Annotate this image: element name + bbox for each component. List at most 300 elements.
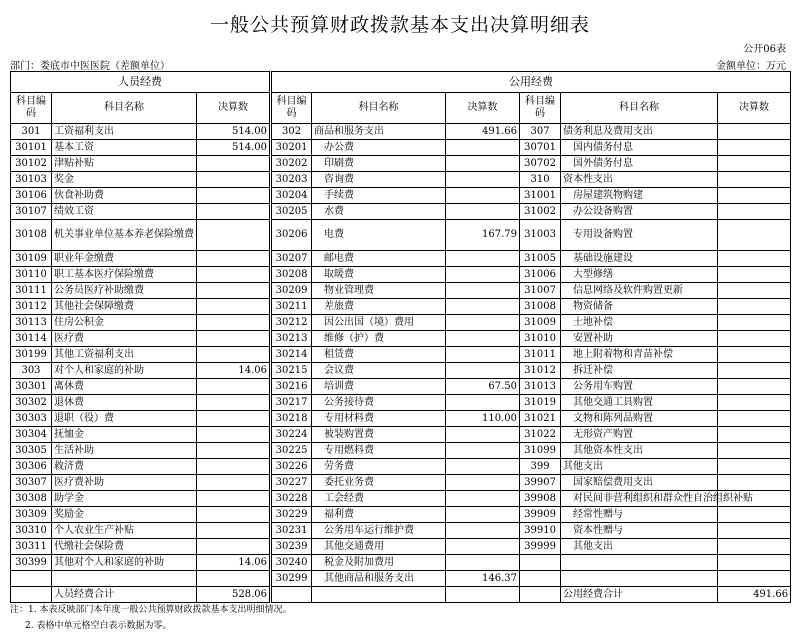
cell-name: 税金及附加费用 xyxy=(312,555,446,571)
cell-code: 30203 xyxy=(271,172,312,188)
group-header-row xyxy=(11,72,791,93)
cell-amount xyxy=(446,299,520,315)
cell-amount xyxy=(446,363,520,379)
cell-amount: 14.06 xyxy=(197,555,271,571)
footnote-1: 注：1. 本表反映部门本年度一般公共预算财政拨款基本支出明细情况。 xyxy=(10,605,292,615)
cell-amount: 514.00 xyxy=(197,140,271,156)
table-row xyxy=(11,507,791,523)
col-header-name: 科目名称 xyxy=(52,93,197,124)
cell-code: 302 xyxy=(271,124,312,140)
cell-code: 39908 xyxy=(520,491,561,507)
cell-amount xyxy=(446,251,520,267)
cell-amount xyxy=(446,587,520,603)
cell-name: 差旅费 xyxy=(312,299,446,315)
table-row xyxy=(11,220,791,251)
cell-name: 安置补助 xyxy=(561,331,718,347)
cell-name xyxy=(52,571,197,587)
department-label: 部门：娄底市中医医院（差额单位） xyxy=(10,61,170,72)
cell-name: 国外债务付息 xyxy=(561,156,718,172)
cell-amount xyxy=(446,204,520,220)
cell-code: 30110 xyxy=(11,267,52,283)
cell-amount: 14.06 xyxy=(197,363,271,379)
cell-code: 31005 xyxy=(520,251,561,267)
cell-name: 其他交通费用 xyxy=(312,539,446,555)
public-total-amount: 491.66 xyxy=(718,587,791,603)
col-header-name: 科目名称 xyxy=(312,93,446,124)
cell-amount xyxy=(197,156,271,172)
cell-code: 30302 xyxy=(11,395,52,411)
cell-code: 307 xyxy=(520,124,561,140)
cell-code: 30228 xyxy=(271,491,312,507)
cell-amount xyxy=(446,172,520,188)
cell-amount xyxy=(718,315,791,331)
cell-code: 30231 xyxy=(271,523,312,539)
table-row xyxy=(11,555,791,571)
cell-amount: 167.79 xyxy=(446,220,520,251)
cell-code: 30211 xyxy=(271,299,312,315)
cell-name: 机关事业单位基本养老保险缴费 xyxy=(52,220,197,251)
cell-code: 31010 xyxy=(520,331,561,347)
table-row xyxy=(11,188,791,204)
cell-amount xyxy=(197,331,271,347)
cell-code: 39910 xyxy=(520,523,561,539)
cell-code: 30240 xyxy=(271,555,312,571)
cell-code: 30113 xyxy=(11,315,52,331)
cell-name: 培训费 xyxy=(312,379,446,395)
footnote-2: 2. 表格中单元格空白表示数据为零。 xyxy=(25,621,172,631)
cell-name: 手续费 xyxy=(312,188,446,204)
cell-code: 30306 xyxy=(11,459,52,475)
cell-amount: 67.50 xyxy=(446,379,520,395)
cell-amount xyxy=(718,443,791,459)
cell-code: 30205 xyxy=(271,204,312,220)
cell-name: 公务用车购置 xyxy=(561,379,718,395)
cell-name: 专用设备购置 xyxy=(561,220,718,251)
cell-name: 邮电费 xyxy=(312,251,446,267)
cell-name: 工会经费 xyxy=(312,491,446,507)
cell-code: 30111 xyxy=(11,283,52,299)
table-row xyxy=(11,571,791,587)
cell-amount xyxy=(446,267,520,283)
cell-code xyxy=(520,571,561,587)
cell-name xyxy=(312,587,446,603)
cell-name: 离休费 xyxy=(52,379,197,395)
cell-name: 奖励金 xyxy=(52,507,197,523)
cell-code: 31022 xyxy=(520,427,561,443)
cell-code: 30107 xyxy=(11,204,52,220)
cell-code: 31006 xyxy=(520,267,561,283)
cell-amount xyxy=(197,395,271,411)
table-row xyxy=(11,539,791,555)
cell-code: 30106 xyxy=(11,188,52,204)
cell-code: 30103 xyxy=(11,172,52,188)
cell-code xyxy=(520,555,561,571)
cell-code xyxy=(11,587,52,603)
cell-amount xyxy=(718,251,791,267)
cell-code: 30101 xyxy=(11,140,52,156)
cell-amount xyxy=(446,459,520,475)
table-row xyxy=(11,140,791,156)
cell-name: 会议费 xyxy=(312,363,446,379)
cell-code: 30308 xyxy=(11,491,52,507)
cell-name: 土地补偿 xyxy=(561,315,718,331)
cell-name: 委托业务费 xyxy=(312,475,446,491)
cell-code: 30209 xyxy=(271,283,312,299)
cell-amount xyxy=(446,475,520,491)
cell-name: 资本性赠与 xyxy=(561,523,718,539)
cell-code: 310 xyxy=(520,172,561,188)
cell-code: 30305 xyxy=(11,443,52,459)
cell-name: 公务用车运行维护费 xyxy=(312,523,446,539)
cell-amount xyxy=(718,539,791,555)
cell-amount xyxy=(197,347,271,363)
cell-code: 30108 xyxy=(11,220,52,251)
cell-amount xyxy=(446,140,520,156)
cell-code: 30224 xyxy=(271,427,312,443)
personnel-total-label: 人员经费合计 xyxy=(52,587,197,603)
cell-amount xyxy=(718,347,791,363)
cell-name: 对个人和家庭的补助 xyxy=(52,363,197,379)
cell-name: 信息网络及软件购置更新 xyxy=(561,283,718,299)
cell-name: 个人农业生产补贴 xyxy=(52,523,197,539)
cell-code: 30204 xyxy=(271,188,312,204)
cell-name: 医疗费补助 xyxy=(52,475,197,491)
cell-code: 30217 xyxy=(271,395,312,411)
cell-name: 拆迁补偿 xyxy=(561,363,718,379)
cell-code: 30303 xyxy=(11,411,52,427)
group-header-public: 公用经费 xyxy=(271,72,791,93)
cell-amount xyxy=(718,427,791,443)
cell-name: 经常性赠与 xyxy=(561,507,718,523)
cell-amount xyxy=(197,443,271,459)
table-row xyxy=(11,363,791,379)
cell-code: 30239 xyxy=(271,539,312,555)
public-total-label: 公用经费合计 xyxy=(561,587,718,603)
cell-name: 债务利息及费用支出 xyxy=(561,124,718,140)
page-title: 一般公共预算财政拨款基本支出决算明细表 xyxy=(209,14,590,36)
cell-amount xyxy=(718,299,791,315)
cell-code xyxy=(11,571,52,587)
cell-name: 无形资产购置 xyxy=(561,427,718,443)
cell-name xyxy=(561,571,718,587)
cell-code: 30208 xyxy=(271,267,312,283)
cell-amount xyxy=(197,315,271,331)
cell-name: 奖金 xyxy=(52,172,197,188)
cell-amount xyxy=(197,172,271,188)
cell-amount xyxy=(718,283,791,299)
cell-name: 助学金 xyxy=(52,491,197,507)
cell-name: 其他对个人和家庭的补助 xyxy=(52,555,197,571)
table-row xyxy=(11,156,791,172)
cell-code: 30215 xyxy=(271,363,312,379)
cell-code: 30309 xyxy=(11,507,52,523)
cell-name: 专用燃料费 xyxy=(312,443,446,459)
cell-name: 基本工资 xyxy=(52,140,197,156)
col-header-name: 科目名称 xyxy=(561,93,718,124)
cell-code: 31011 xyxy=(520,347,561,363)
cell-amount xyxy=(446,539,520,555)
cell-amount xyxy=(718,475,791,491)
table-row xyxy=(11,124,791,140)
cell-name: 国内债务付息 xyxy=(561,140,718,156)
cell-amount xyxy=(446,188,520,204)
cell-code: 30299 xyxy=(271,571,312,587)
cell-name: 物业管理费 xyxy=(312,283,446,299)
amount-unit-label: 金额单位：万元 xyxy=(716,61,786,72)
cell-code: 39907 xyxy=(520,475,561,491)
col-header-amount: 决算数 xyxy=(446,93,520,124)
cell-amount: 146.37 xyxy=(446,571,520,587)
cell-name: 大型修缮 xyxy=(561,267,718,283)
cell-name: 其他支出 xyxy=(561,459,718,475)
cell-name: 公务接待费 xyxy=(312,395,446,411)
column-header-row xyxy=(11,93,791,124)
cell-name: 被装购置费 xyxy=(312,427,446,443)
cell-code: 30214 xyxy=(271,347,312,363)
table-row xyxy=(11,251,791,267)
cell-amount xyxy=(197,571,271,587)
cell-amount xyxy=(197,299,271,315)
table-row xyxy=(11,172,791,188)
cell-code: 31013 xyxy=(520,379,561,395)
cell-code xyxy=(271,587,312,603)
footnotes xyxy=(10,602,291,634)
cell-name: 生活补助 xyxy=(52,443,197,459)
cell-code: 31003 xyxy=(520,220,561,251)
cell-name: 资本性支出 xyxy=(561,172,718,188)
cell-name: 商品和服务支出 xyxy=(312,124,446,140)
cell-name: 文物和陈列品购置 xyxy=(561,411,718,427)
col-header-code: 科目编码 xyxy=(520,93,561,124)
cell-amount xyxy=(718,363,791,379)
cell-code: 30199 xyxy=(11,347,52,363)
cell-code: 30102 xyxy=(11,156,52,172)
cell-amount xyxy=(197,523,271,539)
cell-name: 电费 xyxy=(312,220,446,251)
cell-code: 30114 xyxy=(11,331,52,347)
cell-amount xyxy=(718,571,791,587)
cell-amount: 491.66 xyxy=(446,124,520,140)
cell-name: 代缴社会保险费 xyxy=(52,539,197,555)
cell-name: 其他商品和服务支出 xyxy=(312,571,446,587)
cell-name: 抚恤金 xyxy=(52,427,197,443)
cell-name: 咨询费 xyxy=(312,172,446,188)
cell-amount xyxy=(718,459,791,475)
cell-amount xyxy=(446,283,520,299)
cell-amount xyxy=(197,283,271,299)
cell-name: 国家赔偿费用支出 xyxy=(561,475,718,491)
cell-name: 医疗费 xyxy=(52,331,197,347)
table-row xyxy=(11,411,791,427)
cell-amount xyxy=(446,443,520,459)
cell-amount xyxy=(718,331,791,347)
cell-code: 31099 xyxy=(520,443,561,459)
cell-amount xyxy=(197,379,271,395)
cell-amount xyxy=(718,411,791,427)
cell-amount xyxy=(446,331,520,347)
cell-amount xyxy=(718,555,791,571)
cell-amount xyxy=(197,251,271,267)
cell-code: 30307 xyxy=(11,475,52,491)
cell-name: 基础设施建设 xyxy=(561,251,718,267)
cell-code: 30701 xyxy=(520,140,561,156)
table-row xyxy=(11,267,791,283)
col-header-code: 科目编码 xyxy=(11,93,52,124)
cell-name: 退职（役）费 xyxy=(52,411,197,427)
cell-name: 绩效工资 xyxy=(52,204,197,220)
cell-code: 31007 xyxy=(520,283,561,299)
cell-name: 津贴补贴 xyxy=(52,156,197,172)
cell-amount xyxy=(718,156,791,172)
cell-name: 专用材料费 xyxy=(312,411,446,427)
cell-code: 30201 xyxy=(271,140,312,156)
cell-amount xyxy=(197,188,271,204)
cell-amount xyxy=(718,204,791,220)
table-row xyxy=(11,204,791,220)
cell-amount xyxy=(718,172,791,188)
cell-amount xyxy=(197,475,271,491)
cell-name: 对民间非营利组织和群众性自治组织补贴 xyxy=(561,491,718,507)
cell-name: 住房公积金 xyxy=(52,315,197,331)
cell-amount xyxy=(718,395,791,411)
cell-name: 退休费 xyxy=(52,395,197,411)
cell-code: 30301 xyxy=(11,379,52,395)
personnel-total-amount: 528.06 xyxy=(197,587,271,603)
cell-name: 办公设备购置 xyxy=(561,204,718,220)
cell-name: 房屋建筑物购建 xyxy=(561,188,718,204)
cell-code: 30225 xyxy=(271,443,312,459)
cell-amount xyxy=(197,539,271,555)
col-header-amount: 决算数 xyxy=(718,93,791,124)
cell-amount xyxy=(197,411,271,427)
cell-amount xyxy=(446,491,520,507)
cell-code: 39909 xyxy=(520,507,561,523)
cell-amount xyxy=(718,379,791,395)
col-header-code: 科目编码 xyxy=(271,93,312,124)
table-row xyxy=(11,283,791,299)
cell-name: 职业年金缴费 xyxy=(52,251,197,267)
cell-name: 地上附着物和青苗补偿 xyxy=(561,347,718,363)
totals-row xyxy=(11,587,791,603)
cell-code: 30226 xyxy=(271,459,312,475)
col-header-amount: 决算数 xyxy=(197,93,271,124)
cell-code: 31008 xyxy=(520,299,561,315)
cell-name: 物资储备 xyxy=(561,299,718,315)
cell-name: 工资福利支出 xyxy=(52,124,197,140)
cell-code: 301 xyxy=(11,124,52,140)
cell-code: 31012 xyxy=(520,363,561,379)
cell-code xyxy=(520,587,561,603)
cell-amount xyxy=(446,555,520,571)
cell-name: 伙食补助费 xyxy=(52,188,197,204)
cell-code: 30702 xyxy=(520,156,561,172)
cell-amount xyxy=(197,267,271,283)
table-row xyxy=(11,427,791,443)
cell-name: 其他工资福利支出 xyxy=(52,347,197,363)
cell-amount xyxy=(446,395,520,411)
cell-amount xyxy=(197,507,271,523)
cell-name: 租赁费 xyxy=(312,347,446,363)
cell-amount: 514.00 xyxy=(197,124,271,140)
cell-code: 31019 xyxy=(520,395,561,411)
table-row xyxy=(11,459,791,475)
cell-amount xyxy=(446,347,520,363)
table-row xyxy=(11,475,791,491)
cell-name: 取暖费 xyxy=(312,267,446,283)
cell-code: 30304 xyxy=(11,427,52,443)
cell-code: 31021 xyxy=(520,411,561,427)
cell-code: 30112 xyxy=(11,299,52,315)
table-row xyxy=(11,523,791,539)
cell-name: 公务员医疗补助缴费 xyxy=(52,283,197,299)
cell-code: 30310 xyxy=(11,523,52,539)
cell-amount xyxy=(718,140,791,156)
cell-code: 30206 xyxy=(271,220,312,251)
cell-code: 399 xyxy=(520,459,561,475)
cell-amount xyxy=(197,459,271,475)
cell-name: 维修（护）费 xyxy=(312,331,446,347)
cell-amount xyxy=(197,491,271,507)
cell-amount xyxy=(446,315,520,331)
table-row xyxy=(11,299,791,315)
cell-code: 303 xyxy=(11,363,52,379)
cell-code: 30311 xyxy=(11,539,52,555)
cell-amount xyxy=(718,220,791,251)
cell-amount xyxy=(446,523,520,539)
cell-amount xyxy=(197,204,271,220)
cell-name: 职工基本医疗保险缴费 xyxy=(52,267,197,283)
cell-code: 30207 xyxy=(271,251,312,267)
cell-code: 30202 xyxy=(271,156,312,172)
cell-code: 31002 xyxy=(520,204,561,220)
table-row xyxy=(11,395,791,411)
cell-name: 印刷费 xyxy=(312,156,446,172)
cell-amount: 110.00 xyxy=(446,411,520,427)
cell-code: 31009 xyxy=(520,315,561,331)
cell-name xyxy=(561,555,718,571)
table-row xyxy=(11,491,791,507)
cell-code: 30213 xyxy=(271,331,312,347)
cell-code: 39999 xyxy=(520,539,561,555)
cell-amount xyxy=(718,507,791,523)
cell-amount xyxy=(718,523,791,539)
cell-code: 30218 xyxy=(271,411,312,427)
cell-name: 其他资本性支出 xyxy=(561,443,718,459)
cell-amount xyxy=(197,427,271,443)
table-row xyxy=(11,331,791,347)
cell-code: 30109 xyxy=(11,251,52,267)
cell-code: 30229 xyxy=(271,507,312,523)
cell-amount xyxy=(197,220,271,251)
cell-amount xyxy=(446,156,520,172)
cell-name: 办公费 xyxy=(312,140,446,156)
cell-amount xyxy=(446,507,520,523)
table-row xyxy=(11,347,791,363)
group-header-personnel: 人员经费 xyxy=(11,72,271,93)
cell-amount xyxy=(718,188,791,204)
cell-name: 因公出国（境）费用 xyxy=(312,315,446,331)
cell-code: 30399 xyxy=(11,555,52,571)
cell-amount xyxy=(718,124,791,140)
table-row xyxy=(11,315,791,331)
cell-name: 其他交通工具购置 xyxy=(561,395,718,411)
cell-name: 福利费 xyxy=(312,507,446,523)
cell-name: 水费 xyxy=(312,204,446,220)
cell-code: 31001 xyxy=(520,188,561,204)
table-row xyxy=(11,443,791,459)
cell-code: 30227 xyxy=(271,475,312,491)
table-row xyxy=(11,379,791,395)
